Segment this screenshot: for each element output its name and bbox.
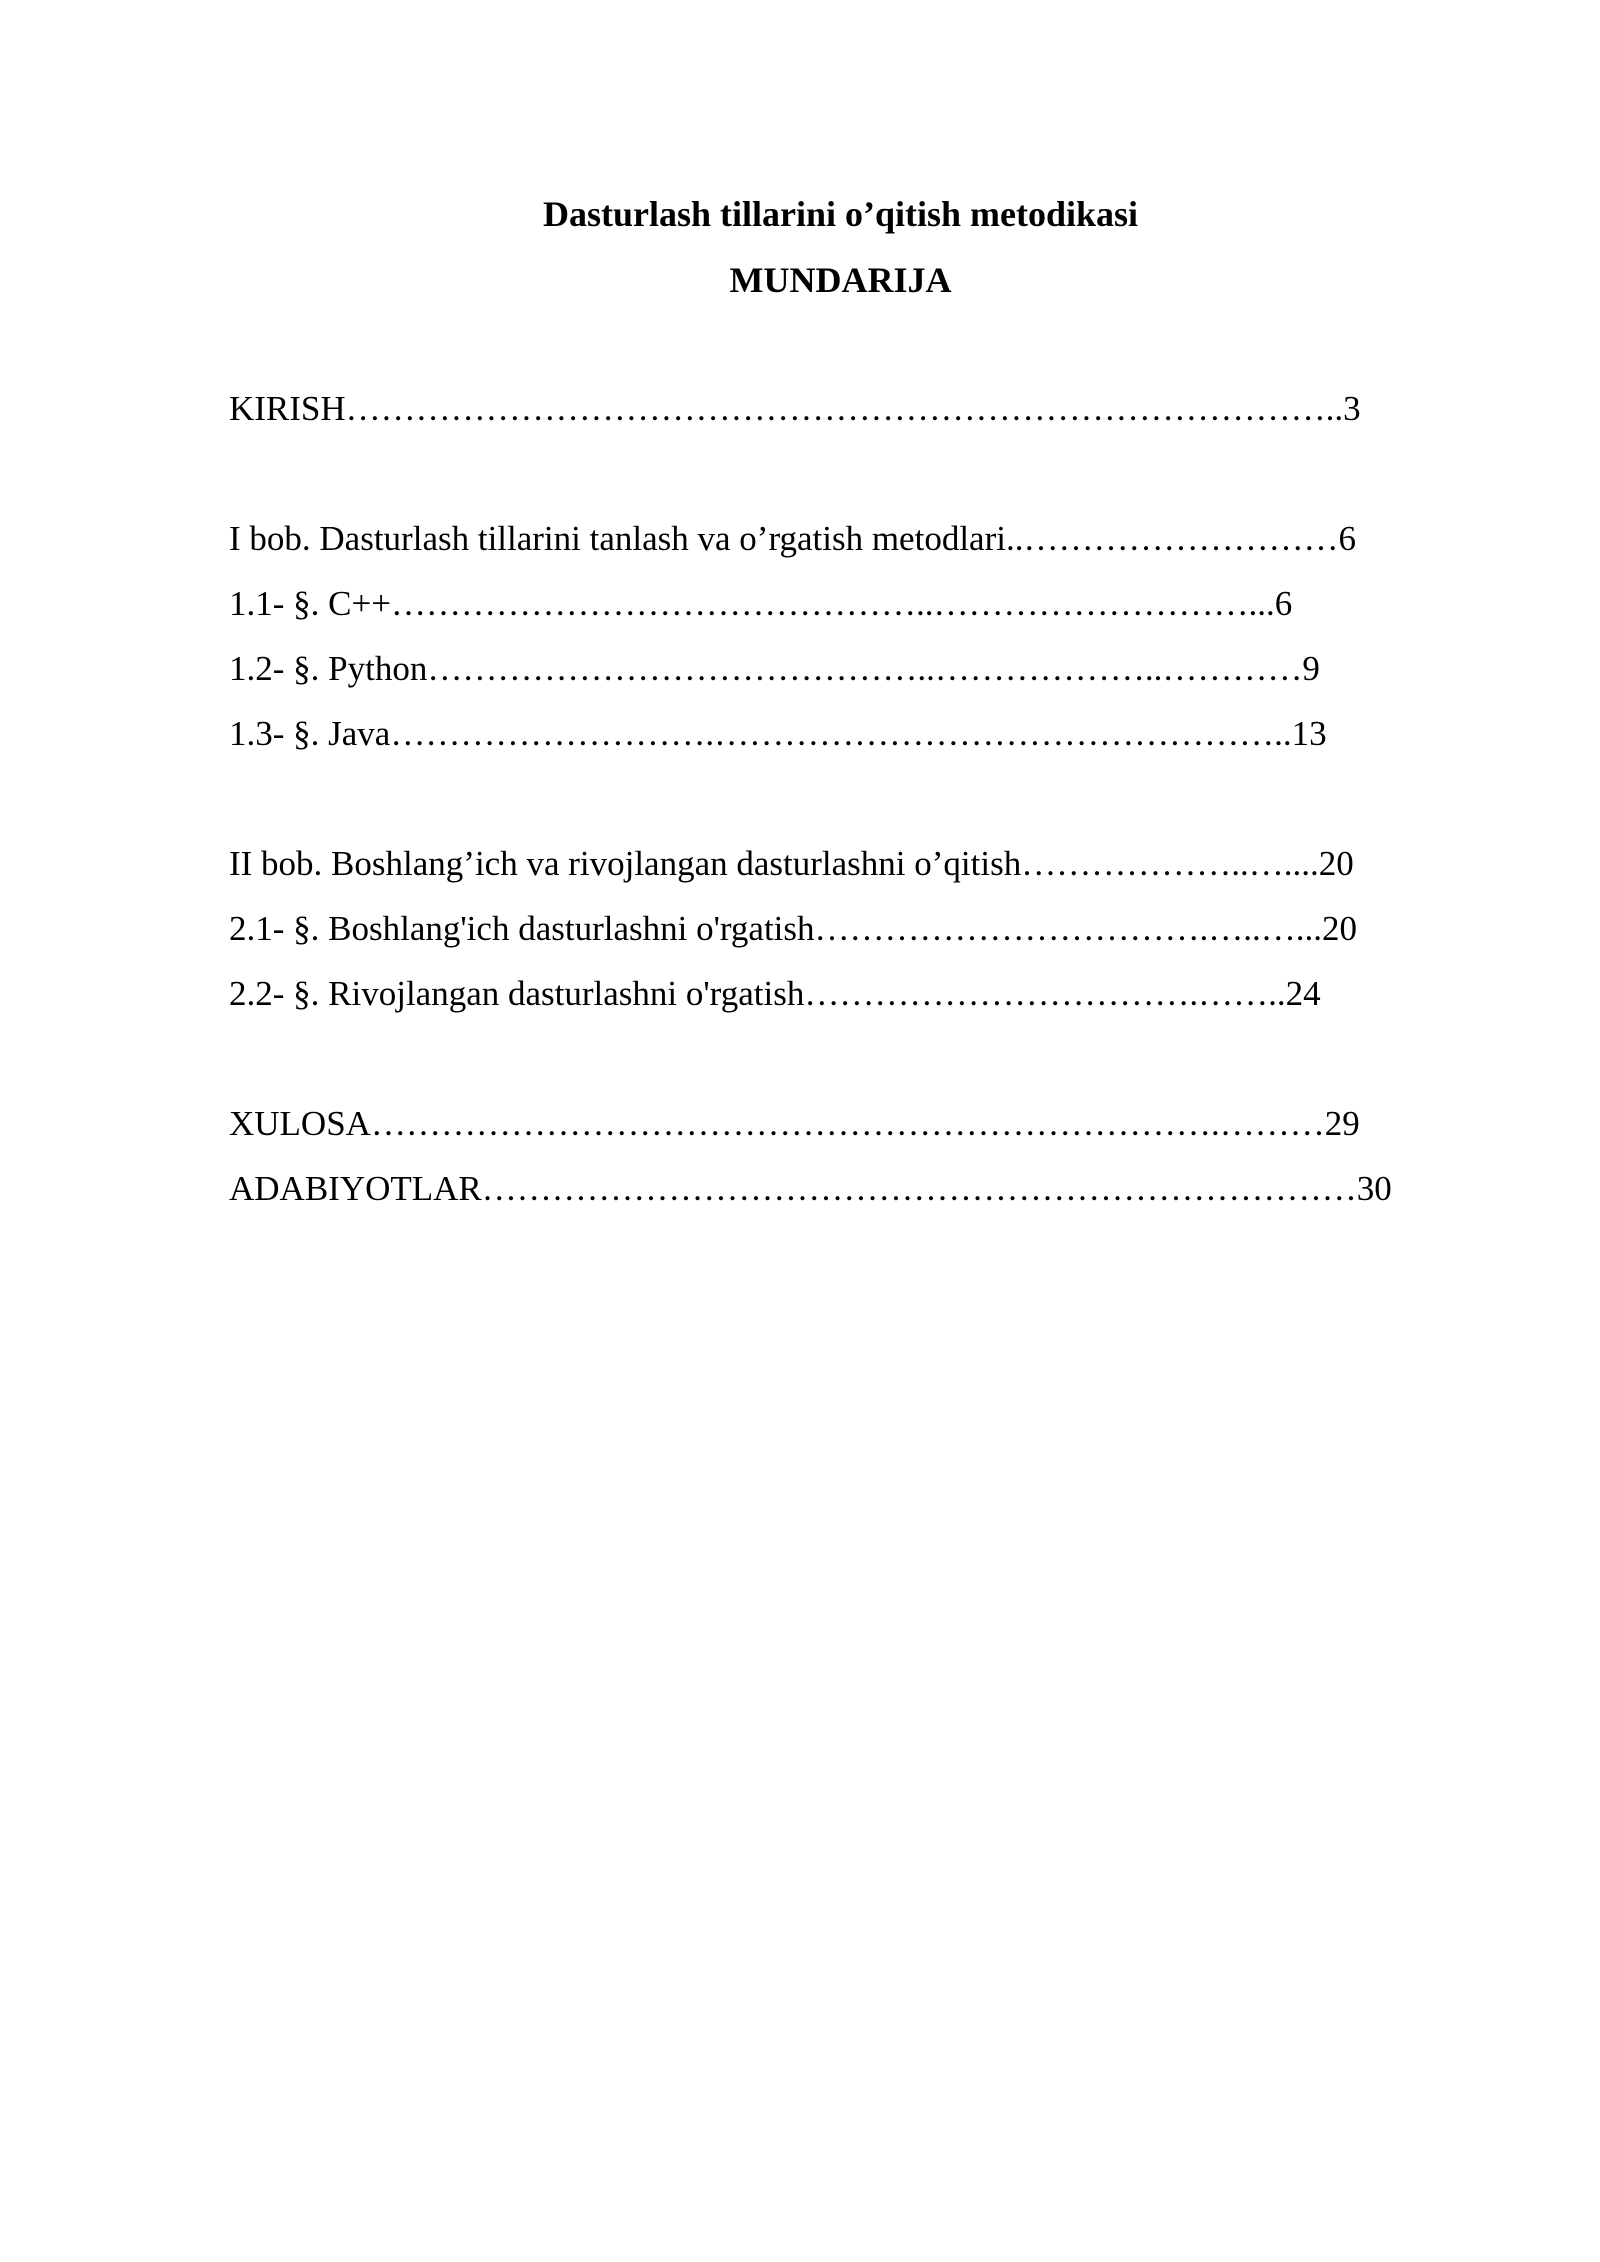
- toc-entry-section-1-1: 1.1- §. C++………………………………………..………………………...6: [229, 584, 1293, 623]
- toc-entry-kirish: KIRISH…………………………………………………………………………..3: [229, 389, 1361, 428]
- toc-entry-section-1-2: 1.2- §. Python……………………………………..………………..…………9: [229, 649, 1320, 688]
- document-title: Dasturlash tillarini o’qitish metodikasi: [542, 194, 1139, 234]
- toc-entry-adabiyotlar: ADABIYOTLAR…………………………………………………………………30: [229, 1169, 1392, 1208]
- toc-heading: MUNDARIJA: [729, 260, 952, 300]
- toc-entry-section-1-3: 1.3- §. Java……………………….…………………………………………..13: [229, 714, 1327, 753]
- toc-entry-xulosa: XULOSA……………………………………………………………….………29: [229, 1104, 1360, 1143]
- toc-entry-section-2-2: 2.2- §. Rivojlangan dasturlashni o'rgatish…………………………….……..24: [229, 974, 1321, 1013]
- toc-entry-chapter-1: I bob. Dasturlash tillarini tanlash va o’rgatish metodlari..………………………6: [229, 519, 1356, 558]
- toc-entry-section-2-1: 2.1- §. Boshlang'ich dasturlashni o'rgatish…………………………….…..…...20: [229, 909, 1358, 948]
- toc-entry-chapter-2: II bob. Boshlang’ich va rivojlangan dasturlashni o’qitish………………..…....20: [229, 844, 1354, 883]
